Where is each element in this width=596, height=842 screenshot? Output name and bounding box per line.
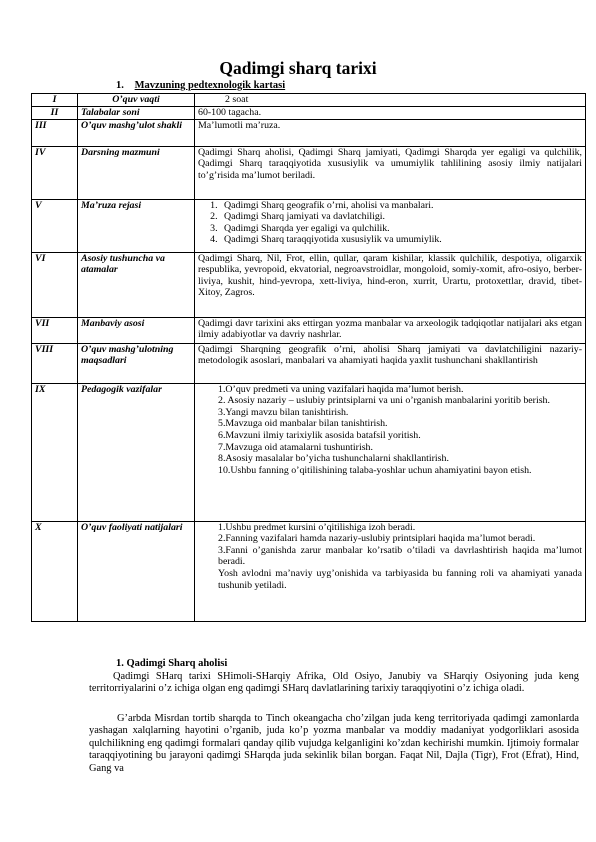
row-number: VI <box>32 252 78 317</box>
list-item: 7.Mavzuga oid atamalarni tushuntirish. <box>218 441 373 453</box>
table-row <box>32 146 586 199</box>
row-label: Manbaviy asosi <box>78 317 195 343</box>
table-row <box>32 107 586 120</box>
list-item: 1.Ushbu predmet kursini o’qitilishiga izoh beradi. <box>218 521 416 533</box>
table-row <box>32 383 586 521</box>
section-heading: 1. Qadimgi Sharq aholisi <box>116 658 228 669</box>
subtitle <box>116 80 285 92</box>
table-row <box>32 252 586 317</box>
list-item: 4. Qadimgi Sharq taraqqiyotida xususiylik va umumiylik. <box>220 234 582 246</box>
row-number: III <box>32 119 78 146</box>
row-number: I <box>32 94 78 107</box>
row-number: II <box>32 107 78 120</box>
row-label: Ma’ruza rejasi <box>78 199 195 252</box>
row-value: 2 soat <box>195 94 586 107</box>
list-item: Yosh avlodni ma’naviy uyg’onishida va tarbiyasida bu fanning roli va ahamiyati yanada tushunib yetiladi. <box>218 567 582 591</box>
row-label: Asosiy tushuncha va atamalar <box>78 252 195 317</box>
list-item: 2. Asosiy nazariy – uslubiy printsiplarni va uni o’rganish manbalarini yoritib berish. <box>218 395 550 407</box>
list-item: 6.Mavzuni ilmiy tarixiylik asosida batafsil yoritish. <box>218 429 421 441</box>
table-row <box>32 521 586 621</box>
row-number: V <box>32 199 78 252</box>
row-number: VIII <box>32 343 78 383</box>
list-item: 1. Qadimgi Sharq geografik o’rni, aholisi va manbalari. <box>220 200 582 212</box>
lecture-plan-list <box>198 200 582 246</box>
row-value: Qadimgi Sharqning geografik o’rni, aholisi Sharq jamiyati va davlatchiligini nazariy-metodologik asoslari, manbalari va ahamiyati haqida yaxlit tushunchani shakllantirish <box>195 343 586 383</box>
list-item: 3. Qadimgi Sharqda yer egaligi va qulchilik. <box>220 223 582 235</box>
row-value: Ma’lumotli ma’ruza. <box>195 119 586 146</box>
row-label: O’quv faoliyati natijalari <box>78 521 195 621</box>
table-row <box>32 317 586 343</box>
row-label: O’quv mashg’ulot shakli <box>78 119 195 146</box>
list-item: 2. Qadimgi Sharq jamiyati va davlatchiligi. <box>220 211 582 223</box>
row-value: Qadimgi davr tarixini aks ettirgan yozma manbalar va arxeologik tadqiqotlar natijalari aks etgan ilmiy adabiyotlar va davriy nashrlar. <box>195 317 586 343</box>
row-value: Qadimgi Sharq aholisi, Qadimgi Sharq jamiyati, Qadimgi Sharqda yer egaligi va qulchilik, Qadimgi Sharq taraqqiyotida xususiylik va umumiylik tahlilining asosiy ilmiy natijalari to’g’risida ma’lumot beriladi. <box>195 146 586 199</box>
body-paragraph: G’arbda Misrdan tortib sharqda to Tinch okeangacha cho’zilgan juda keng territoriyada qadimgi zamonlarda yashagan xalqlarning hayotini o’rganib, juda ko’p yozma manbalar va moddiy madaniyat yodgorliklari asosida qulchilikning eng qadimgi formalari qanday qilib vujudga kelganligini ko’zdan kechirishi mumkin. Ijtimoiy formalar taraqqiyotining bu jarayoni qadimgi SHarqda juda sekinlik bilan borgan. Faqat Nil, Dajla (Tigr), Frot (Efrat), Hind, Gang va <box>89 713 579 774</box>
row-value <box>195 521 586 621</box>
row-label: O’quv mashg’ulotning maqsadlari <box>78 343 195 383</box>
row-number: IV <box>32 146 78 199</box>
row-label: Talabalar soni <box>78 107 195 120</box>
row-number: IX <box>32 383 78 521</box>
list-item: 1.O’quv predmeti va uning vazifalari haqida ma’lumot berish. <box>218 383 464 395</box>
subtitle-number: 1. <box>116 80 124 91</box>
list-item: 5.Mavzuga oid manbalar bilan tanishtirish. <box>218 418 388 430</box>
table-row <box>32 119 586 146</box>
row-label: Pedagogik vazifalar <box>78 383 195 521</box>
list-item: 2.Fanning vazifalari hamda nazariy-uslubiy printsiplari haqida ma’lumot beradi. <box>218 533 536 545</box>
row-label: Darsning mazmuni <box>78 146 195 199</box>
row-value: 60-100 tagacha. <box>195 107 586 120</box>
subtitle-text: Mavzuning pedtexnologik kartasi <box>134 80 286 91</box>
table-row <box>32 343 586 383</box>
pedtech-table <box>31 93 586 622</box>
row-number: VII <box>32 317 78 343</box>
row-value <box>195 383 586 521</box>
row-value: Qadimgi Sharq, Nil, Frot, ellin, qullar, qaram kishilar, klassik qulchilik, despotiya, oligarxik respublika, yevropoid, ekvatorial, negroavstroidlar, mongoloid, somiy-xomit, afro-osiyo, berber-liviya, kushit, hind-yevropa, xett-liviya, hind-eron, xurrit, Urartu, protoxettlar, dravid, tibet-Xitoy, Zagros. <box>195 252 586 317</box>
list-item: 8.Asosiy masalalar bo’yicha tushunchalarni shakllantirish. <box>218 453 449 465</box>
list-item: 3.Fanni o’ganishda zarur manbalar ko’rsatib o’tiladi va davrlashtirish haqida ma’lumot beradi. <box>218 544 582 568</box>
list-item: 10.Ushbu fanning o’qitilishining talaba-yoshlar uchun ahamiyatini bayon etish. <box>218 464 532 476</box>
row-label: O’quv vaqti <box>78 94 195 107</box>
row-number: X <box>32 521 78 621</box>
document-title: Qadimgi sharq tarixi <box>219 58 377 78</box>
table-row <box>32 199 586 252</box>
table-row <box>32 94 586 107</box>
list-item: 3.Yangi mavzu bilan tanishtirish. <box>218 406 349 418</box>
body-paragraph: Qadimgi SHarq tarixi SHimoli-SHarqiy Afrika, Old Osiyo, Janubiy va SHarqiy Osiyoning juda keng territorriyalarini o’z ichiga olgan eng qadimgi SHarq davlatlarining tarixiy taraqqiyotini o’z ichiga oladi. <box>89 671 579 695</box>
row-value <box>195 199 586 252</box>
